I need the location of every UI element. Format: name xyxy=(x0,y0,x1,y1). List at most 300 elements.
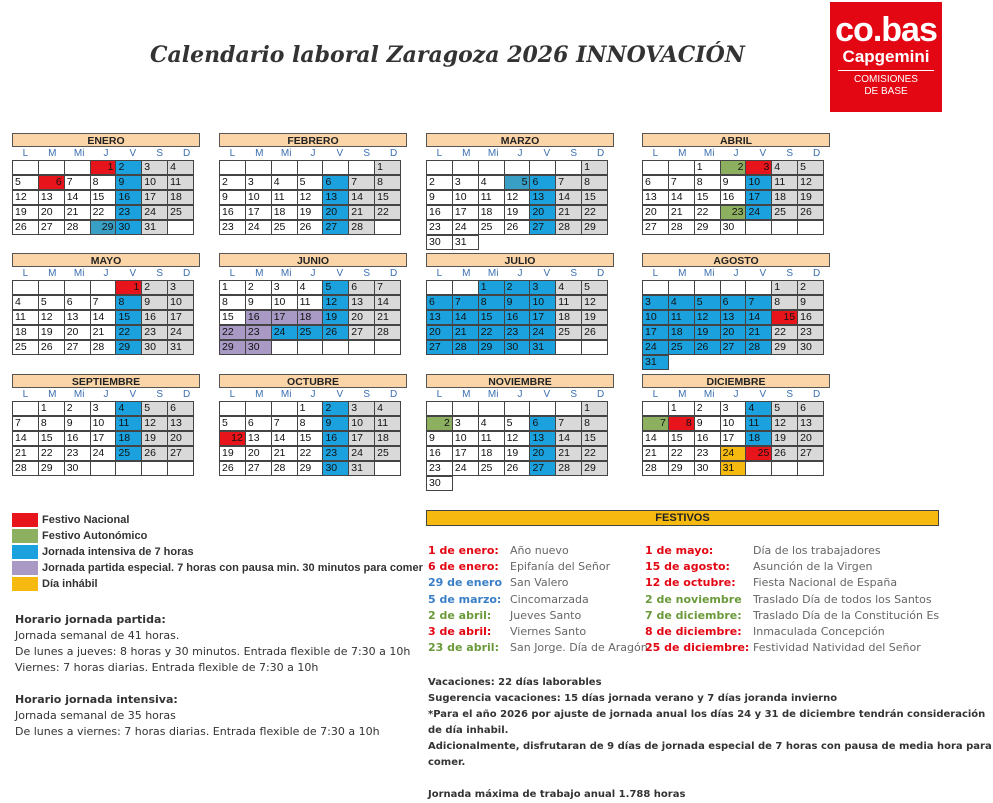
empty-cell xyxy=(374,340,401,355)
day-cell: 15 xyxy=(90,190,117,205)
day-cell: 11 xyxy=(478,190,505,205)
day-cell: 21 xyxy=(271,446,298,461)
day-cell: 15 xyxy=(694,190,721,205)
day-cell: 12 xyxy=(12,190,39,205)
festivo-name: Fiesta Nacional de España xyxy=(753,576,898,590)
month-title: JULIO xyxy=(426,253,614,267)
partida-line: Jornada semanal de 41 horas. xyxy=(15,629,180,642)
day-cell: 24 xyxy=(720,446,747,461)
legend-swatch xyxy=(12,577,38,591)
week-row xyxy=(426,476,614,491)
day-cell: 17 xyxy=(529,310,556,325)
weekday-label: L xyxy=(652,268,659,279)
day-cell: 9 xyxy=(426,431,453,446)
day-cell: 18 xyxy=(374,431,401,446)
weekday-label: Mi xyxy=(703,268,715,279)
day-cell: 21 xyxy=(555,446,582,461)
weekday-label: D xyxy=(389,148,398,159)
day-cell: 25 xyxy=(555,325,582,340)
day-cell: 16 xyxy=(426,446,453,461)
day-cell: 21 xyxy=(348,205,375,220)
weekday-header xyxy=(219,147,407,160)
day-cell: 18 xyxy=(478,205,505,220)
week-row xyxy=(642,280,830,295)
weekday-label: S xyxy=(570,268,578,279)
festivo-row xyxy=(428,624,586,640)
day-cell: 1 xyxy=(668,401,695,416)
weekday-header xyxy=(12,388,200,401)
legend xyxy=(12,512,423,592)
horario-partida xyxy=(15,612,410,676)
day-cell: 24 xyxy=(271,325,298,340)
day-cell: 2 xyxy=(720,160,747,175)
day-cell: 16 xyxy=(115,190,142,205)
day-cell: 18 xyxy=(555,310,582,325)
day-cell: 13 xyxy=(348,295,375,310)
week-row xyxy=(426,416,614,431)
weekday-label: Mi xyxy=(73,389,85,400)
empty-cell xyxy=(504,160,531,175)
month-title: AGOSTO xyxy=(642,253,830,267)
empty-cell xyxy=(555,160,582,175)
weekday-header xyxy=(426,267,614,280)
page-title: Calendario laboral Zaragoza 2026 INNOVACIÓN xyxy=(150,42,745,68)
day-cell: 9 xyxy=(64,416,91,431)
day-cell: 7 xyxy=(452,295,479,310)
day-cell: 4 xyxy=(668,295,695,310)
day-cell: 29 xyxy=(771,340,798,355)
day-cell: 15 xyxy=(219,310,246,325)
day-cell: 3 xyxy=(348,401,375,416)
week-row xyxy=(12,431,200,446)
day-cell: 9 xyxy=(720,175,747,190)
week-row xyxy=(219,401,407,416)
weekday-label: J xyxy=(517,389,523,400)
day-cell: 18 xyxy=(297,310,324,325)
weekday-label: L xyxy=(229,268,236,279)
day-cell: 13 xyxy=(38,190,65,205)
empty-cell xyxy=(797,461,824,476)
festivo-row xyxy=(645,624,885,640)
week-row xyxy=(12,220,200,235)
day-cell: 29 xyxy=(219,340,246,355)
day-cell: 22 xyxy=(297,446,324,461)
day-cell: 19 xyxy=(322,310,349,325)
festivo-date: 3 de abril: xyxy=(428,625,492,638)
weekday-header xyxy=(642,147,830,160)
day-cell: 7 xyxy=(64,175,91,190)
day-cell: 23 xyxy=(115,205,142,220)
weekday-label: D xyxy=(182,268,191,279)
day-cell: 12 xyxy=(38,310,65,325)
weekday-label: M xyxy=(678,268,687,279)
weekday-label: V xyxy=(543,268,551,279)
month-abril xyxy=(642,133,830,235)
day-cell: 4 xyxy=(297,280,324,295)
week-row xyxy=(12,416,200,431)
day-cell: 3 xyxy=(452,416,479,431)
day-cell: 7 xyxy=(555,416,582,431)
day-cell: 30 xyxy=(504,340,531,355)
weekday-label: D xyxy=(389,268,398,279)
day-cell: 5 xyxy=(12,175,39,190)
day-cell: 15 xyxy=(668,431,695,446)
festivo-row xyxy=(428,543,569,559)
festivo-date: 1 de enero: xyxy=(428,544,499,557)
weekday-label: Mi xyxy=(703,389,715,400)
note-line: Sugerencia vacaciones: 15 días jornada verano y 7 días joranda invierno xyxy=(428,693,838,704)
day-cell: 15 xyxy=(581,431,608,446)
day-cell: 12 xyxy=(141,416,168,431)
day-cell: 31 xyxy=(141,220,168,235)
weekday-label: V xyxy=(129,268,137,279)
day-cell: 27 xyxy=(322,220,349,235)
day-cell: 20 xyxy=(426,325,453,340)
festivo-name: Cincomarzada xyxy=(510,592,589,606)
day-cell: 3 xyxy=(642,295,669,310)
weekday-label: S xyxy=(786,389,794,400)
week-row xyxy=(12,325,200,340)
month-title: JUNIO xyxy=(219,253,407,267)
day-cell: 12 xyxy=(322,295,349,310)
day-cell: 19 xyxy=(504,205,531,220)
day-cell: 24 xyxy=(745,205,772,220)
week-row xyxy=(426,235,614,250)
day-cell: 11 xyxy=(745,416,772,431)
day-cell: 10 xyxy=(452,431,479,446)
day-cell: 25 xyxy=(115,446,142,461)
empty-cell xyxy=(668,280,695,295)
empty-cell xyxy=(297,340,324,355)
empty-cell xyxy=(529,401,556,416)
week-row xyxy=(642,175,830,190)
day-cell: 23 xyxy=(219,220,246,235)
day-cell: 17 xyxy=(642,325,669,340)
day-cell: 18 xyxy=(12,325,39,340)
weekday-header xyxy=(219,267,407,280)
festivo-name: Día de los trabajadores xyxy=(753,544,881,557)
day-cell: 20 xyxy=(64,325,91,340)
day-cell: 14 xyxy=(271,431,298,446)
empty-cell xyxy=(745,461,772,476)
week-row xyxy=(219,446,407,461)
empty-cell xyxy=(271,401,298,416)
day-cell: 25 xyxy=(167,205,194,220)
day-cell: 21 xyxy=(374,310,401,325)
month-title: MARZO xyxy=(426,133,614,147)
month-title: ABRIL xyxy=(642,133,830,147)
empty-cell xyxy=(555,401,582,416)
day-cell: 2 xyxy=(64,401,91,416)
day-cell: 6 xyxy=(245,416,272,431)
day-cell: 16 xyxy=(797,310,824,325)
day-cell: 14 xyxy=(668,190,695,205)
day-cell: 13 xyxy=(797,416,824,431)
day-cell: 22 xyxy=(38,446,65,461)
day-cell: 2 xyxy=(245,280,272,295)
day-cell: 13 xyxy=(720,310,747,325)
month-title: ENERO xyxy=(12,133,200,147)
week-row xyxy=(219,325,407,340)
day-cell: 22 xyxy=(771,325,798,340)
day-cell: 10 xyxy=(271,295,298,310)
day-cell: 2 xyxy=(694,401,721,416)
day-cell: 23 xyxy=(64,446,91,461)
day-cell: 11 xyxy=(271,190,298,205)
day-cell: 30 xyxy=(426,476,453,491)
day-cell: 25 xyxy=(374,446,401,461)
month-junio xyxy=(219,253,407,355)
logo-line2: Capgemini xyxy=(842,47,930,66)
empty-cell xyxy=(374,220,401,235)
day-cell: 8 xyxy=(694,175,721,190)
day-cell: 8 xyxy=(115,295,142,310)
day-cell: 4 xyxy=(771,160,798,175)
weekday-label: V xyxy=(759,389,767,400)
week-row xyxy=(12,446,200,461)
empty-cell xyxy=(642,280,669,295)
day-cell: 27 xyxy=(348,325,375,340)
day-cell: 9 xyxy=(219,190,246,205)
empty-cell xyxy=(38,160,65,175)
day-cell: 16 xyxy=(141,310,168,325)
day-cell: 1 xyxy=(771,280,798,295)
festivo-name: Jueves Santo xyxy=(510,608,582,622)
day-cell: 3 xyxy=(452,175,479,190)
day-cell: 20 xyxy=(38,205,65,220)
weekday-label: J xyxy=(310,148,316,159)
day-cell: 8 xyxy=(219,295,246,310)
legend-label: Jornada partida especial. 7 horas con pausa min. 30 minutos para comer xyxy=(42,562,423,574)
day-cell: 30 xyxy=(720,220,747,235)
empty-cell xyxy=(797,220,824,235)
day-cell: 4 xyxy=(745,401,772,416)
day-cell: 3 xyxy=(141,160,168,175)
day-cell: 13 xyxy=(642,190,669,205)
week-row xyxy=(219,205,407,220)
day-cell: 7 xyxy=(90,295,117,310)
week-row xyxy=(426,401,614,416)
day-cell: 22 xyxy=(478,325,505,340)
week-row xyxy=(642,295,830,310)
day-cell: 8 xyxy=(297,416,324,431)
weekday-label: V xyxy=(336,148,344,159)
day-cell: 27 xyxy=(642,220,669,235)
day-cell: 25 xyxy=(668,340,695,355)
day-cell: 13 xyxy=(245,431,272,446)
weekday-label: D xyxy=(812,389,821,400)
day-cell: 10 xyxy=(642,310,669,325)
month-marzo xyxy=(426,133,614,250)
week-row xyxy=(642,431,830,446)
empty-cell xyxy=(167,461,194,476)
empty-cell xyxy=(555,340,582,355)
weekday-label: M xyxy=(462,389,471,400)
empty-cell xyxy=(12,401,39,416)
day-cell: 28 xyxy=(374,325,401,340)
empty-cell xyxy=(426,160,453,175)
day-cell: 28 xyxy=(271,461,298,476)
day-cell: 6 xyxy=(797,401,824,416)
weekday-label: M xyxy=(678,148,687,159)
day-cell: 3 xyxy=(271,280,298,295)
festivo-name: Asunción de la Virgen xyxy=(753,560,873,574)
festivo-row xyxy=(645,592,932,608)
day-cell: 12 xyxy=(797,175,824,190)
day-cell: 7 xyxy=(642,416,669,431)
weekday-label: S xyxy=(363,148,371,159)
weekday-header xyxy=(219,388,407,401)
week-row xyxy=(12,401,200,416)
logo-divider xyxy=(838,70,934,71)
day-cell: 21 xyxy=(555,205,582,220)
day-cell: 26 xyxy=(12,220,39,235)
weekday-label: Mi xyxy=(487,389,499,400)
week-row xyxy=(219,280,407,295)
partida-line: De lunes a jueves: 8 horas y 30 minutos. Entrada flexible de 7:30 a 10h xyxy=(15,645,411,658)
festivo-name: Año nuevo xyxy=(510,544,569,557)
week-row xyxy=(426,280,614,295)
month-diciembre xyxy=(642,374,830,476)
week-row xyxy=(219,295,407,310)
day-cell: 11 xyxy=(555,295,582,310)
week-row xyxy=(426,461,614,476)
day-cell: 30 xyxy=(141,340,168,355)
empty-cell xyxy=(271,160,298,175)
day-cell: 17 xyxy=(90,431,117,446)
weekday-label: L xyxy=(436,148,443,159)
weekday-header xyxy=(426,388,614,401)
legend-swatch xyxy=(12,529,38,543)
day-cell: 7 xyxy=(374,280,401,295)
day-cell: 27 xyxy=(167,446,194,461)
day-cell: 9 xyxy=(797,295,824,310)
day-cell: 10 xyxy=(90,416,117,431)
day-cell: 18 xyxy=(478,446,505,461)
horario-intensiva xyxy=(15,692,380,740)
logo-line1: co.bas xyxy=(835,11,937,49)
day-cell: 12 xyxy=(297,190,324,205)
empty-cell xyxy=(452,401,479,416)
day-cell: 21 xyxy=(452,325,479,340)
day-cell: 1 xyxy=(374,160,401,175)
day-cell: 11 xyxy=(167,175,194,190)
legend-swatch xyxy=(12,545,38,559)
empty-cell xyxy=(374,461,401,476)
weekday-label: J xyxy=(103,268,109,279)
festivo-name: Traslado Día de la Constitución Es xyxy=(753,608,940,622)
day-cell: 22 xyxy=(581,446,608,461)
week-row xyxy=(219,310,407,325)
legend-item xyxy=(12,544,423,560)
weekday-label: S xyxy=(786,148,794,159)
weekday-label: M xyxy=(48,389,57,400)
day-cell: 15 xyxy=(38,431,65,446)
weekday-header xyxy=(426,147,614,160)
weekday-label: L xyxy=(22,389,29,400)
day-cell: 3 xyxy=(720,401,747,416)
empty-cell xyxy=(219,401,246,416)
weekday-header xyxy=(642,267,830,280)
legend-item xyxy=(12,560,423,576)
day-cell: 19 xyxy=(694,325,721,340)
week-row xyxy=(12,340,200,355)
week-row xyxy=(642,190,830,205)
day-cell: 31 xyxy=(348,461,375,476)
week-row xyxy=(642,160,830,175)
festivo-name: Traslado Día de todos los Santos xyxy=(753,592,932,606)
empty-cell xyxy=(581,340,608,355)
day-cell: 25 xyxy=(12,340,39,355)
day-cell: 17 xyxy=(452,446,479,461)
day-cell: 24 xyxy=(141,205,168,220)
day-cell: 30 xyxy=(115,220,142,235)
day-cell: 8 xyxy=(581,416,608,431)
empty-cell xyxy=(219,160,246,175)
day-cell: 14 xyxy=(555,190,582,205)
day-cell: 31 xyxy=(167,340,194,355)
day-cell: 22 xyxy=(219,325,246,340)
festivo-row xyxy=(645,559,872,575)
day-cell: 13 xyxy=(322,190,349,205)
legend-label: Jornada intensiva de 7 horas xyxy=(42,546,194,558)
weekday-label: S xyxy=(363,268,371,279)
day-cell: 14 xyxy=(745,310,772,325)
weekday-label: S xyxy=(786,268,794,279)
day-cell: 9 xyxy=(141,295,168,310)
month-title: SEPTIEMBRE xyxy=(12,374,200,388)
weekday-label: J xyxy=(517,148,523,159)
day-cell: 28 xyxy=(555,461,582,476)
day-cell: 25 xyxy=(745,446,772,461)
day-cell: 1 xyxy=(219,280,246,295)
festivo-name: San Jorge. Día de Aragón xyxy=(510,641,648,655)
weekday-label: L xyxy=(22,148,29,159)
day-cell: 28 xyxy=(452,340,479,355)
day-cell: 19 xyxy=(797,190,824,205)
day-cell: 4 xyxy=(555,280,582,295)
day-cell: 5 xyxy=(581,280,608,295)
weekday-label: L xyxy=(436,268,443,279)
day-cell: 19 xyxy=(38,325,65,340)
month-title: MAYO xyxy=(12,253,200,267)
month-septiembre xyxy=(12,374,200,476)
day-cell: 4 xyxy=(167,160,194,175)
weekday-label: L xyxy=(229,389,236,400)
day-cell: 1 xyxy=(90,160,117,175)
notes xyxy=(428,675,993,803)
month-julio xyxy=(426,253,614,355)
day-cell: 20 xyxy=(797,431,824,446)
day-cell: 23 xyxy=(694,446,721,461)
day-cell: 3 xyxy=(90,401,117,416)
day-cell: 12 xyxy=(771,416,798,431)
day-cell: 27 xyxy=(720,340,747,355)
day-cell: 21 xyxy=(745,325,772,340)
day-cell: 24 xyxy=(642,340,669,355)
weekday-label: Mi xyxy=(73,148,85,159)
day-cell: 24 xyxy=(452,220,479,235)
empty-cell xyxy=(529,160,556,175)
festivo-date: 29 de enero xyxy=(428,576,503,590)
festivo-row xyxy=(645,608,939,624)
logo-line3: COMISIONES xyxy=(854,74,918,85)
day-cell: 10 xyxy=(452,190,479,205)
week-row xyxy=(642,325,830,340)
day-cell: 19 xyxy=(141,431,168,446)
empty-cell xyxy=(426,401,453,416)
weekday-label: D xyxy=(596,268,605,279)
